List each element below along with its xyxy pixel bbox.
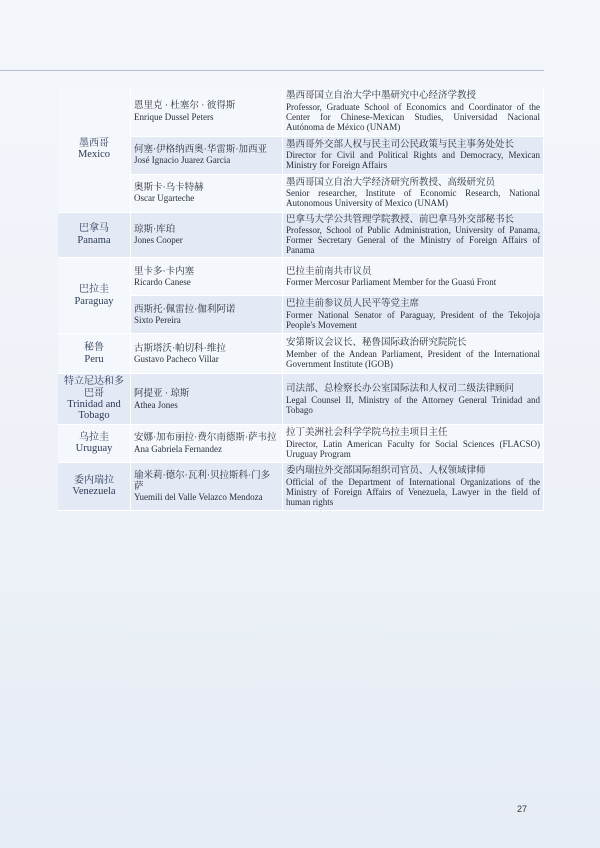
person-name-en: José Ignacio Juarez Garcia [134,155,231,166]
person-role-en: Professor, Graduate School of Economics and Coordinator of the Center for Chinese-Mexican Studies, Universidad Nacional Autónoma de México (UNAM) [286,101,540,133]
person-role-cell [283,136,544,174]
person-role-cn: 巴拉圭前南共市议员 [286,266,372,277]
person-name-en: Ana Gabriela Fernandez [134,444,222,454]
person-name-cn: 西斯托·佩雷拉·伽利阿诺 [134,304,236,315]
country-name-cn: 墨西哥 [79,138,109,150]
person-role-cn: 巴拿马大学公共管理学院教授、前巴拿马外交部秘书长 [286,214,515,225]
person-name-cn: 何塞·伊格纳西奥·华雷斯·加西亚 [134,144,267,155]
person-role-cn: 委内瑞拉外交部国际组织司官员、人权领域律师 [286,466,486,477]
participants-table [58,88,544,511]
table-row [58,296,544,334]
country-cell [58,334,131,374]
table-row [58,258,544,296]
person-name-cn: 恩里克 · 杜塞尔 · 彼得斯 [134,101,236,112]
country-name-cn: 巴拉圭 [79,284,109,296]
country-cell [58,88,131,212]
table-row [58,212,544,258]
person-name-en: Oscar Ugarteche [134,193,195,204]
country-cell [58,374,131,425]
page-number: 27 [516,804,527,814]
country-name-cn: 秘鲁 [84,342,104,354]
person-name-cell [131,374,283,425]
country-name-en: Uruguay [75,443,113,455]
person-name-en: Enrique Dussel Peters [134,112,214,123]
country-name-en: Peru [84,353,104,365]
country-name-en: Venezuela [72,486,116,498]
person-name-cell [131,88,283,136]
person-role-en: Member of the Andean Parliament, President of the International Government Institute (IGOB) [286,349,540,370]
person-role-cn: 安第斯议会议长、秘鲁国际政治研究院院长 [286,338,467,349]
table-row [58,88,544,136]
person-role-cn: 司法部、总检察长办公室国际法和人权司二级法律顾问 [286,383,515,394]
person-role-en: Legal Counsel II, Ministry of the Attorney General Trinidad and Tobago [286,394,540,415]
country-name-cn: 特立尼达和多巴哥 [64,376,124,399]
person-name-cn: 古斯塔沃·帕切科·维拉 [134,343,226,354]
country-cell [58,463,131,511]
country-cell [58,258,131,334]
table-row [58,425,544,463]
person-name-cn: 奥斯卡·乌卡特赫 [134,182,204,193]
person-role-cell [283,425,544,463]
table-row [58,374,544,425]
person-name-cell [131,174,283,212]
person-role-en: Official of the Department of International Organizations of the Ministry of Foreign Affairs of Venezuela, Lawyer in the field of human rights [286,476,540,508]
person-role-cell [283,374,544,425]
person-role-cell [283,212,544,258]
country-name-cn: 委内瑞拉 [74,475,114,487]
country-cell [58,212,131,258]
person-name-cell [131,258,283,296]
country-name-cn: 巴拿马 [79,223,109,235]
person-role-en: Former National Senator of Paraguay, President of the Tekojoja People's Movement [286,310,540,331]
person-role-cell [283,258,544,296]
table-row [58,334,544,374]
table-row [58,136,544,174]
person-name-cn: 安娜·加布丽拉·费尔南德斯·萨韦拉 [134,433,277,444]
person-role-en: Professor, School of Public Administration, University of Panama, Former Secretary General of the Ministry of Foreign Affairs of Panama [286,225,540,256]
person-name-cell [131,296,283,334]
person-role-cn: 拉丁美洲社会科学学院乌拉圭项目主任 [286,428,448,439]
country-name-en: Trinidad and Tobago [67,398,121,422]
person-name-cell [131,212,283,258]
person-name-cell [131,425,283,463]
person-name-cn: 琼斯·库珀 [134,224,176,235]
person-role-cn: 墨西哥国立自治大学中墨研究中心经济学教授 [286,91,477,102]
table-row [58,174,544,212]
person-role-en: Director for Civil and Political Rights and Democracy, Mexican Ministry for Foreign Affairs [286,150,540,171]
country-name-cn: 乌拉圭 [79,432,109,444]
person-name-cn: 里卡多·卡内塞 [134,266,195,277]
person-name-cell [131,463,283,511]
person-name-en: Jones Cooper [134,235,183,246]
table-row [58,463,544,511]
person-name-cell [131,334,283,374]
country-cell [58,425,131,463]
person-role-cn: 墨西哥外交部人权与民主司公民政策与民主事务处处长 [286,139,515,150]
person-name-en: Athea Jones [134,399,178,410]
country-name-en: Panama [77,234,111,246]
person-role-cn: 墨西哥国立自治大学经济研究所教授、高级研究员 [286,177,496,188]
person-role-cell [283,334,544,374]
person-name-en: Ricardo Canese [134,277,191,288]
person-name-cn: 瑜米莉·德尔·瓦利·贝拉斯科·门多萨 [134,471,271,492]
person-name-cn: 阿提亚 · 琼斯 [134,388,190,399]
person-name-en: Sixto Pereira [134,315,181,326]
person-role-en: Former Mercosur Parliament Member for the Guasú Front [286,277,497,288]
person-name-cell [131,136,283,174]
person-role-cn: 巴拉圭前参议员人民平等党主席 [286,299,420,310]
header-rule [0,70,544,71]
person-role-cell [283,463,544,511]
person-name-en: Gustavo Pacheco Villar [134,354,219,365]
person-role-cell [283,296,544,334]
country-name-en: Mexico [77,149,111,161]
person-name-en: Yuemili del Valle Velazco Mendoza [134,492,263,503]
person-role-en: Senior researcher, Institute of Economic Research, National Autonomous University of Mexico (UNAM) [286,188,540,209]
person-role-cell [283,174,544,212]
person-role-en: Director, Latin American Faculty for Social Sciences (FLACSO) Uruguay Program [286,438,540,460]
person-role-cell [283,88,544,136]
country-name-en: Paraguay [74,295,114,307]
